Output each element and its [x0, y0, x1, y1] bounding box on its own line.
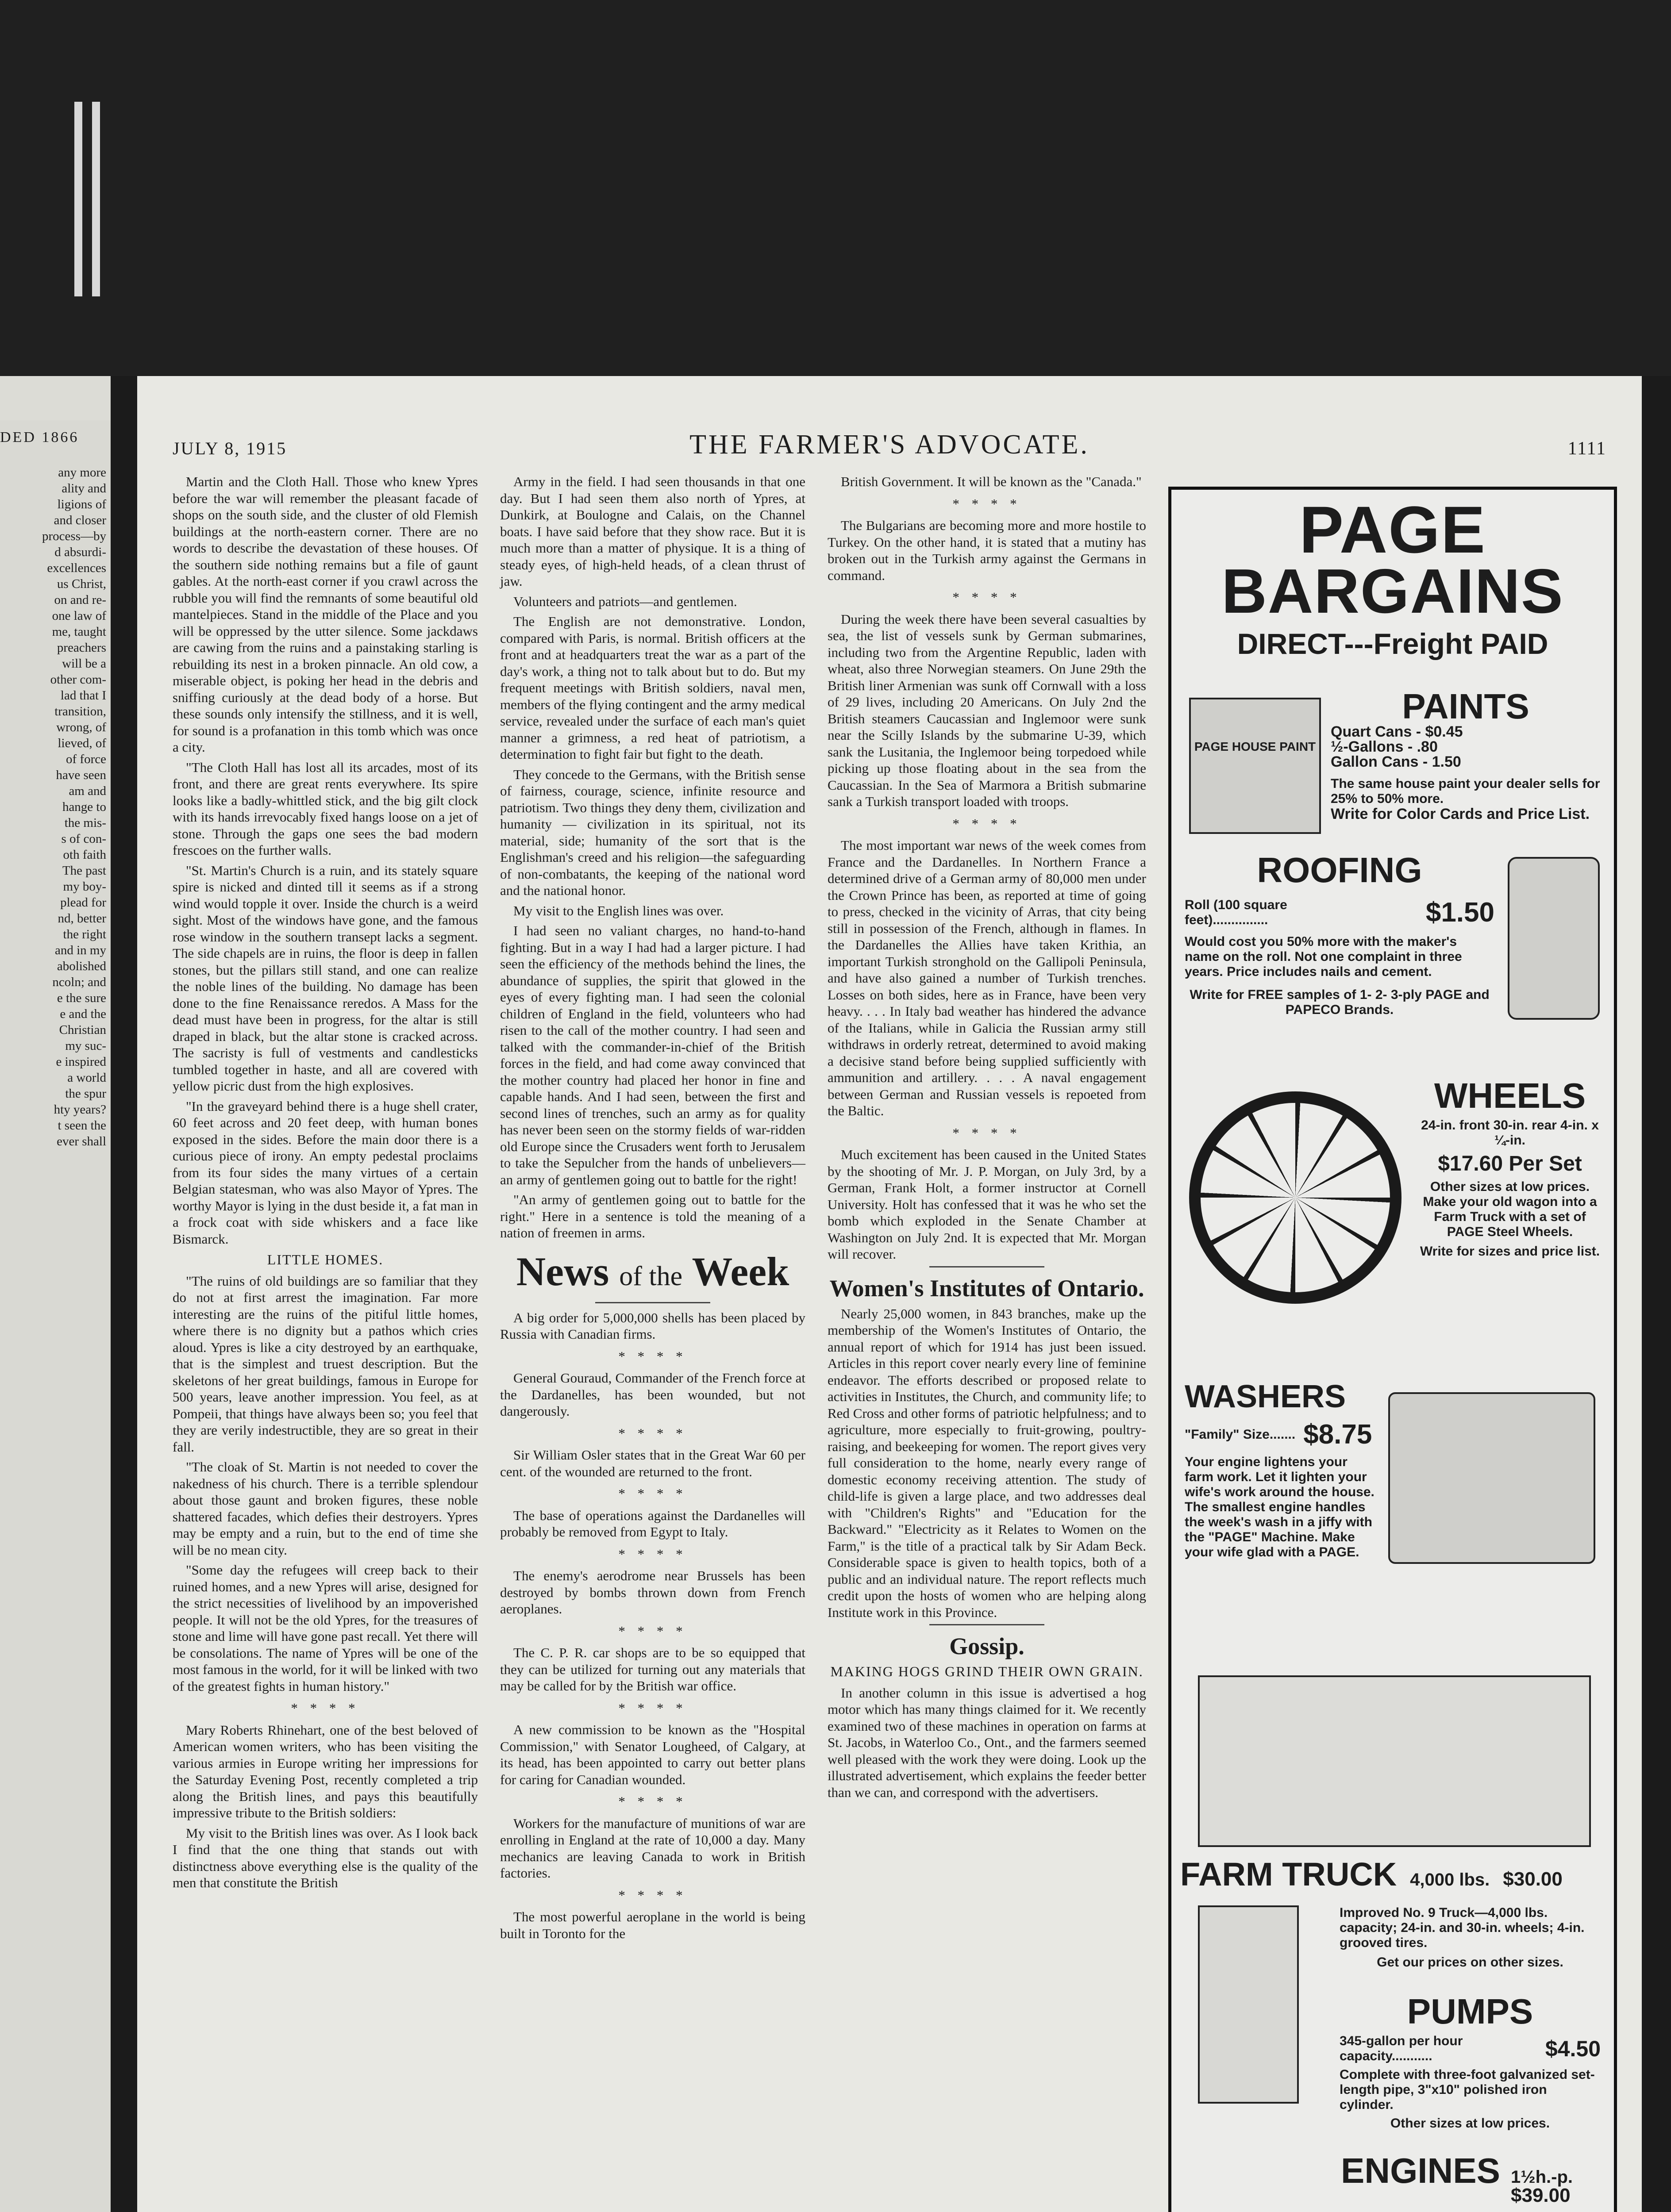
news-item: The most important war news of the week comes from France and the Dardanelles. In Northern France a determined drive of a German army of 80,000 men under the Crown Prince has been, as reported at time of going to press, checked in the vicinity of Arras, that city being still in possession of the French, although in flames. In the Dardanelles the Allies have taken Krithia, an important Turkish stronghold on the Gallipoli Peninsula, and have also gained a number of Turkish trenches. Losses on both sides, here as in France, have been very heavy. . . . In Italy bad weather has hindered the advance of the Italians, while in Galicia the Russian army still withdraws in orderly retreat, determined to avoid making a decisive stand before being supplied sufficiently with ammunition and artillery. . . . A naval engagement between German and Russian vessels is repoeted from the Baltic. [828, 837, 1146, 1118]
star-separator: * * * * [618, 1700, 687, 1716]
wheels-size: 24-in. front 30-in. rear 4-in. x ¼-in. [1421, 1118, 1599, 1148]
column-1 [173, 473, 478, 1895]
news-item: During the week there have been several casualties by sea, the list of vessels sunk by German submarines, including two from the Argentine Republic, laden with wheat, also three Norwegian steamers. On June 29th the British liner Armenian was sunk off Cornwall with a loss of 29 lives, including 20 Americans. On July 2nd the British steamers Caucassian and Inglemoor were sunk near the Scilly Islands by the submarine U-39, which sank the Lusitania, the Inglemoor being torpedoed while picking up those floating about in the sea from the Caucassian. In the Sea of Marmora a British submarine sank a Turkish transport loaded with troops. [828, 611, 1146, 809]
news-item: General Gouraud, Commander of the French force at the Dardanelles, has been wounded, but not dangerously. [500, 1370, 805, 1419]
ad-title-bargains: BARGAINS [1221, 556, 1564, 626]
film-border-top [0, 0, 1671, 376]
text-fragment: will be a [62, 657, 106, 671]
news-item: The most powerful aeroplane in the world is being built in Toronto for the [500, 1909, 805, 1941]
left-page-text-fragments [0, 465, 106, 1149]
engines-price: $39.00 [1511, 2185, 1571, 2206]
star-separator: * * * * [618, 1425, 687, 1441]
text-fragment: my boy- [63, 879, 106, 894]
page-number: 1111 [1567, 438, 1606, 459]
text-fragment: wrong, of [56, 720, 106, 734]
paragraph: The English are not demonstrative. London, compared with Paris, is normal. British officers at the front and at headquarters treat the war as a part of the day's work, a thing not to talk about but to do. But my frequent meetings with British soldiers, naval men, members of the flying contingent and the army medical service, revealed under the surface of each man's quiet manner a grimness, a red heat of patriotism, a determination to fight fair but fight to the death. [500, 614, 805, 762]
text-fragment: any more [58, 465, 106, 480]
star-separator: * * * * [618, 1793, 687, 1809]
star-separator: * * * * [618, 1546, 687, 1562]
text-fragment: process—by [42, 529, 106, 543]
star-separator: * * * * [618, 1486, 687, 1501]
wheels-heading: WHEELS [1434, 1076, 1586, 1115]
star-separator: * * * * [952, 1125, 1021, 1141]
text-fragment: The past [62, 864, 106, 878]
paints-price-gallon: Gallon Cans - 1.50 [1331, 753, 1461, 770]
issue-date: JULY 8, 1915 [173, 438, 287, 458]
text-fragment: me, taught [52, 625, 106, 639]
text-fragment: lieved, of [58, 736, 106, 750]
gossip-heading: Gossip. [949, 1633, 1024, 1659]
star-separator: * * * * [952, 495, 1021, 511]
text-fragment: and closer [54, 513, 106, 527]
pumps-price: $4.50 [1545, 2036, 1601, 2061]
text-fragment: lad that I [60, 688, 106, 703]
ad-title-page: PAGE [1299, 492, 1486, 567]
news-item: Workers for the manufacture of munitions of war are enrolling in England at the rate of 10,000 a day. Many mechanics are leaving Canada to work in British factories. [500, 1815, 805, 1881]
pumps-capacity: 345-gallon per hour capacity........... [1340, 2034, 1463, 2063]
news-item: A new commission to be known as the "Hospital Commission," with Senator Lougheed, of Calgary, at its head, has been appointed to carry out better plans for caring for Canadian wounded. [500, 1722, 805, 1787]
text-fragment: one law of [52, 609, 106, 623]
news-item: The C. P. R. car shops are to be so equipped that they can be utilized for turning out any materials that may be called for by the British war office. [500, 1645, 805, 1694]
paragraph: They concede to the Germans, with the British sense of fairness, courage, science, infinite resource and patriotism. Two things they deny them, civilization and humanity — civilization in its spiritual, not its material, side; humanity of the sort that is the Englishman's creed and his religion—the safeguarding of non-combatants, the keeping of the national word and the national honor. [500, 766, 805, 898]
text-fragment: and in my [55, 943, 106, 957]
farm-truck-heading: FARM TRUCK [1180, 1856, 1397, 1893]
star-separator: * * * * [291, 1700, 360, 1716]
farm-truck-capacity: 4,000 lbs. [1410, 1870, 1490, 1889]
news-item: The enemy's aerodrome near Brussels has been destroyed by bombs thrown down from French aeroplanes. [500, 1568, 805, 1617]
film-perforation [74, 102, 82, 296]
paragraph: "An army of gentlemen going out to battle for the right." Here in a sentence is told the meaning of a nation of freemen in arms. [500, 1192, 805, 1240]
news-of-the-week-heading: News of the Week [516, 1248, 789, 1294]
star-separator: * * * * [618, 1348, 687, 1364]
wheels-price: $17.60 Per Set [1438, 1152, 1582, 1175]
news-item: A big order for 5,000,000 shells has been placed by Russia with Canadian firms. [500, 1310, 805, 1342]
washing-machine-illustration [1388, 1392, 1595, 1564]
text-fragment: other com- [50, 672, 106, 687]
paints-heading: PAINTS [1402, 687, 1529, 726]
text-fragment: d absurdi- [54, 545, 106, 559]
text-fragment: ever shall [57, 1134, 106, 1148]
washers-heading: WASHERS [1185, 1379, 1346, 1414]
news-item: Sir William Osler states that in the Great War 60 per cent. of the wounded are returned to the front. [500, 1447, 805, 1479]
text-fragment: t seen the [58, 1118, 106, 1133]
pumps-heading: PUMPS [1407, 1992, 1533, 2031]
paragraph: My visit to the British lines was over. As I look back I find that the one thing that stands out with distinctness above everything else is the quality of the men that constitute the British [173, 1825, 478, 1890]
paragraph: Nearly 25,000 women, in 843 branches, make up the membership of the Women's Institutes of Ontario, the annual report of which for 1914 has just been issued. Articles in this report cover nearly every line of feminine endeavor. The efforts described or proposed relate to activities in Institutes, the Church, and community life; to Red Cross and other forms of patriotic helpfulness; and to agriculture, more especially to fruit-growing, poultry-raising, and beekeeping for women. The report gives very full consideration to the home, nearly every range of domestic economy receiving attention. The study of child-life is given a large place, and two addresses deal with "Children's Rights" and "Education for the Backward." "Electricity as it Relates to Women on the Farm," is the title of a practical talk by Sir Adam Beck. Considerable space is given to health topics, both of a public and an individual nature. The report reflects much credit upon the hosts of women who are helping along Institute work in this Province. [828, 1306, 1146, 1620]
text-fragment: plead for [60, 895, 106, 910]
paragraph: Martin and the Cloth Hall. Those who knew Ypres before the war will remember the pleasant facade of shops on the south side, and the cluster of old Flemish buildings at the north-eastern corner. There are no words to describe the devastation of these houses. Of the southern side nothing remains but a file of gaunt gables. At the north-east corner if you crawl across the rubble you will find the remnants of some beautiful old mantelpieces. Stand in the middle of the Place and you will be oppressed by the utter silence. Some jackdaws are cawing from the ruins and a painstaking starling is rebuilding its nest in a broken pinnacle. An old cow, a miserable object, is poking her head in the debris and sniffing curiously at the dead body of a horse. But these sounds only intensify the stillness, and it is well, for sound is a profanation in this tomb which was once a city. [173, 474, 478, 755]
roofing-roll: Roll (100 square feet)............... [1185, 897, 1287, 927]
paints-price-quart: Quart Cans - $0.45 [1331, 723, 1463, 740]
news-item: The Bulgarians are becoming more and more hostile to Turkey. On the other hand, it is stated that a mutiny has broken out in the Turkish army against the Germans in command. [828, 518, 1146, 583]
text-fragment: e inspired [56, 1055, 106, 1069]
film-perforation [92, 102, 100, 296]
washers-price: $8.75 [1303, 1419, 1372, 1450]
star-separator: * * * * [618, 1623, 687, 1639]
text-fragment: the spur [65, 1087, 106, 1101]
wheels-text: Other sizes at low prices. Make your old wagon into a Farm Truck with a set of PAGE Steel Wheels. [1423, 1179, 1597, 1239]
roofing-text: Would cost you 50% more with the maker's name on the roll. Not one complaint in three years. Price includes nails and cement. [1185, 934, 1462, 979]
text-fragment: hty years? [54, 1102, 106, 1117]
engine-illustration [1224, 2202, 1561, 2212]
subheading: LITTLE HOMES. [267, 1252, 384, 1267]
washers-family-size: "Family" Size....... [1185, 1427, 1296, 1442]
paragraph: "St. Martin's Church is a ruin, and its stately square spire is nicked and dinted till it seems as if a strong wind would topple it over. Inside the church is a weird sight. Most of the windows have gone, and the famous rose window in the southern transept lacks a segment. The side chapels are in ruins, the floor is deep in fallen stones, but the pillars still stand, and one can realize the noble lines of the building. No damage has been done to the fine Renaissance reredos. A Mass for the dead must have been in progress, for the altar is still draped in black, but the altar stone is cracked across. The sacristy is full of vestments and candlesticks tumbled together in haste, and all are covered with yellow picric dust from the high explosives. [173, 862, 478, 1094]
text-fragment: am and [69, 784, 106, 798]
ad-direct-freight-paid: DIRECT---Freight PAID [1237, 627, 1548, 660]
paragraph: "The cloak of St. Martin is not needed to cover the nakedness of his church. There is a terrible splendour about those gaunt and broken figures, these noble shattered facades, which defies their destroyers. Ypres may be empty and a ruin, but to the end of time she will be no mean city. [173, 1459, 478, 1558]
text-fragment: preachers [57, 641, 106, 655]
star-separator: * * * * [952, 815, 1021, 831]
paragraph: My visit to the English lines was over. [513, 902, 724, 918]
text-fragment: ality and [62, 481, 106, 495]
text-fragment: ncoln; and [52, 975, 106, 989]
farm-truck-cta: Get our prices on other sizes. [1377, 1955, 1563, 1970]
text-fragment: ligions of [57, 497, 106, 511]
left-page-header: DED 1866 [0, 429, 79, 445]
text-fragment: have seen [56, 768, 106, 782]
paints-note: The same house paint your dealer sells for 25% to 50% more. [1331, 776, 1600, 806]
paragraph: "Some day the refugees will creep back to their ruined homes, and a new Ypres will arise, designed for the strict necessities of livelihood by an impoverished people. It will not be the old Ypres, for the treasures of stone and lime will have gone past recall. Yet there will be consolations. The name of Ypres will be one of the most famous in the world, for it will be linked with two of the greatest fights in human history." [173, 1562, 478, 1694]
pumps-text: Complete with three-foot galvanized set-length pipe, 3"x10" polished iron cylinder. [1340, 2067, 1595, 2112]
paragraph: I had seen no valiant charges, no hand-to-hand fighting. But in a way I had had a larger picture. I had seen the efficiency of the methods behind the lines, the abundance of supplies, the spirit that glowed in the eyes of every fighting man. I had seen the colonial children of England in the field, volunteers who had risen to the call of the mother country. I had seen and talked with the commander-in-chief of the British forces in the field, and had come away convinced that the mother country had placed her honor in fine and capable hands. And I had seen, between the first and second lines of trenches, such an army as for quality has never been seen on the stormy fields of war-ridden old Europe since the Crusaders went forth to Jerusalem to take the Sepulcher from the hands of unbelievers—an army of gentlemen going out to battle for the right! [500, 923, 805, 1187]
farm-truck-price: $30.00 [1503, 1868, 1563, 1890]
paragraph: "The Cloth Hall has lost all its arcades, most of its front, and there are great rents everywhere. Its spire looks like a badly-whittled stick, and the big gilt clock with its hands irrevocably fixed hangs loose on a jet of stone. Through the gaps one sees the bad modern frescoes on the further walls. [173, 759, 478, 858]
paints-price-half-gallon: ½-Gallons - .80 [1331, 738, 1438, 755]
paragraph: "In the graveyard behind there is a huge shell crater, 60 feet across and 20 feet deep, with human bones exposed in the sides. Before the main door there is a curious piece of irony. An empty pedestal proclaims from its four sides the many virtues of a certain Belgian statesman, who was also Mayor of Ypres. The worthy Mayor is lying in the dust beside it, a fat man in a frock coat with side whiskers and a face like Bismarck. [173, 1098, 478, 1247]
paragraph: In another column in this issue is advertised a hog motor which has many things claimed for it. We recently examined two of these machines in operation on farms at St. Jacobs, in Waterloo Co., Ont., and the farmers seemed well pleased with the work they were doing. Look up the illustrated advertisement, which explains the feeder better than we can, and correspond with the advertisers. [828, 1685, 1146, 1800]
text-fragment: abolished [57, 959, 106, 973]
roofing-roll-illustration [1508, 857, 1600, 1020]
wagon-wheel-illustration [1189, 1091, 1401, 1304]
section-rule [929, 1266, 1044, 1267]
roofing-price: $1.50 [1425, 897, 1494, 928]
news-item: Much excitement has been caused in the United States by the shooting of Mr. J. P. Morgan, on July 3rd, by a German, Frank Holt, a former instructor at Cornell University. Holt has confessed that it was he who set the bomb which exploded in the Senate Chamber at Washington on July 2nd. It is expected that Mr. Morgan will recover. [828, 1147, 1146, 1262]
text-fragment: a world [67, 1071, 106, 1085]
text-fragment: Christian [59, 1023, 106, 1037]
news-item: The base of operations against the Dardanelles will probably be removed from Egypt to Italy. [500, 1507, 805, 1540]
newspaper-title: THE FARMER'S ADVOCATE. [689, 430, 1090, 460]
paint-can-illustration: PAGE HOUSE PAINT [1189, 698, 1321, 834]
star-separator: * * * * [952, 589, 1021, 605]
washers-text: Your engine lightens your farm work. Let it lighten your wife's work around the house. The smallest engine handles the week's wash in a jiffy with the "PAGE" Machine. Make your wife glad with a PAGE. [1185, 1455, 1375, 1559]
gossip-subheading: MAKING HOGS GRIND THEIR OWN GRAIN. [830, 1663, 1144, 1679]
roofing-heading: ROOFING [1257, 850, 1422, 890]
text-fragment: transition, [54, 704, 106, 718]
column-3 [828, 473, 1146, 1804]
text-fragment: hange to [62, 800, 106, 814]
farm-truck-text: Improved No. 9 Truck—4,000 lbs. capacity; 24-in. and 30-in. wheels; 4-in. grooved tires. [1340, 1905, 1585, 1950]
paints-cta: Write for Color Cards and Price List. [1331, 806, 1590, 822]
roofing-cta: Write for FREE samples of 1- 2- 3-ply PAGE and PAPECO Brands. [1190, 987, 1490, 1017]
paragraph: Army in the field. I had seen thousands in that one day. But I had seen them also north of Ypres, at Dunkirk, at Boulogne and Calais, on the Channel boats. I have said before that they show race. But it is much more than a matter of physique. It is a thing of steady eyes, of high-held heads, of a clean thrust of jaw. [500, 474, 805, 589]
masthead [173, 429, 1606, 460]
engines-horsepower: 1½h.-p. [1511, 2167, 1573, 2187]
heading-rule [595, 1302, 710, 1303]
paragraph: "The ruins of old buildings are so familiar that they do not at first arrest the imagination. Far more interesting are the ruins of the pitiful little homes, where there is no dignity but a pathos which cries aloud. Ypres is like a city destroyed by an earthquake, that is the simplest and truest description. But the skeletons of her great buildings, famous in Europe for 500 years, leave another impression. You feel, as at Pompeii, that things have always been so; you feel that they are verily indestructible, they are so great in their fall. [173, 1273, 478, 1455]
text-fragment: oth faith [63, 848, 106, 862]
text-fragment: nd, better [58, 911, 106, 926]
text-fragment: s of con- [61, 832, 106, 846]
text-fragment: e the sure [57, 991, 106, 1005]
pumps-cta: Other sizes at low prices. [1390, 2116, 1550, 2131]
section-rule [929, 1624, 1044, 1625]
text-fragment: on and re- [54, 593, 106, 607]
left-facing-page [0, 420, 111, 2212]
pump-illustration [1198, 1905, 1299, 2104]
paragraph: Mary Roberts Rhinehart, one of the best beloved of American women writers, who has been visiting the various armies in Europe writing her impressions for the Saturday Evening Post, recently completed a trip along the British lines, and pays this beautifully impressive tribute to the British soldiers: [173, 1722, 478, 1820]
text-fragment: e and the [60, 1007, 106, 1021]
newspaper-page [137, 376, 1642, 2212]
text-fragment: the right [63, 927, 106, 941]
womens-institutes-heading: Women's Institutes of Ontario. [829, 1275, 1144, 1302]
text-fragment: the mis- [64, 816, 106, 830]
wheels-cta: Write for sizes and price list. [1420, 1244, 1600, 1259]
farm-truck-illustration [1198, 1675, 1591, 1847]
column-2 [500, 473, 805, 1945]
text-fragment: excellences [47, 561, 106, 575]
text-fragment: us Christ, [57, 577, 106, 591]
star-separator: * * * * [618, 1887, 687, 1903]
paragraph: Volunteers and patriots—and gentlemen. [513, 593, 737, 609]
text-fragment: of force [66, 752, 106, 766]
page-bargains-advertisement [1168, 487, 1617, 2212]
news-item: British Government. It will be known as the "Canada." [841, 474, 1142, 489]
text-fragment: my suc- [65, 1039, 106, 1053]
engines-heading: ENGINES [1340, 2151, 1501, 2190]
